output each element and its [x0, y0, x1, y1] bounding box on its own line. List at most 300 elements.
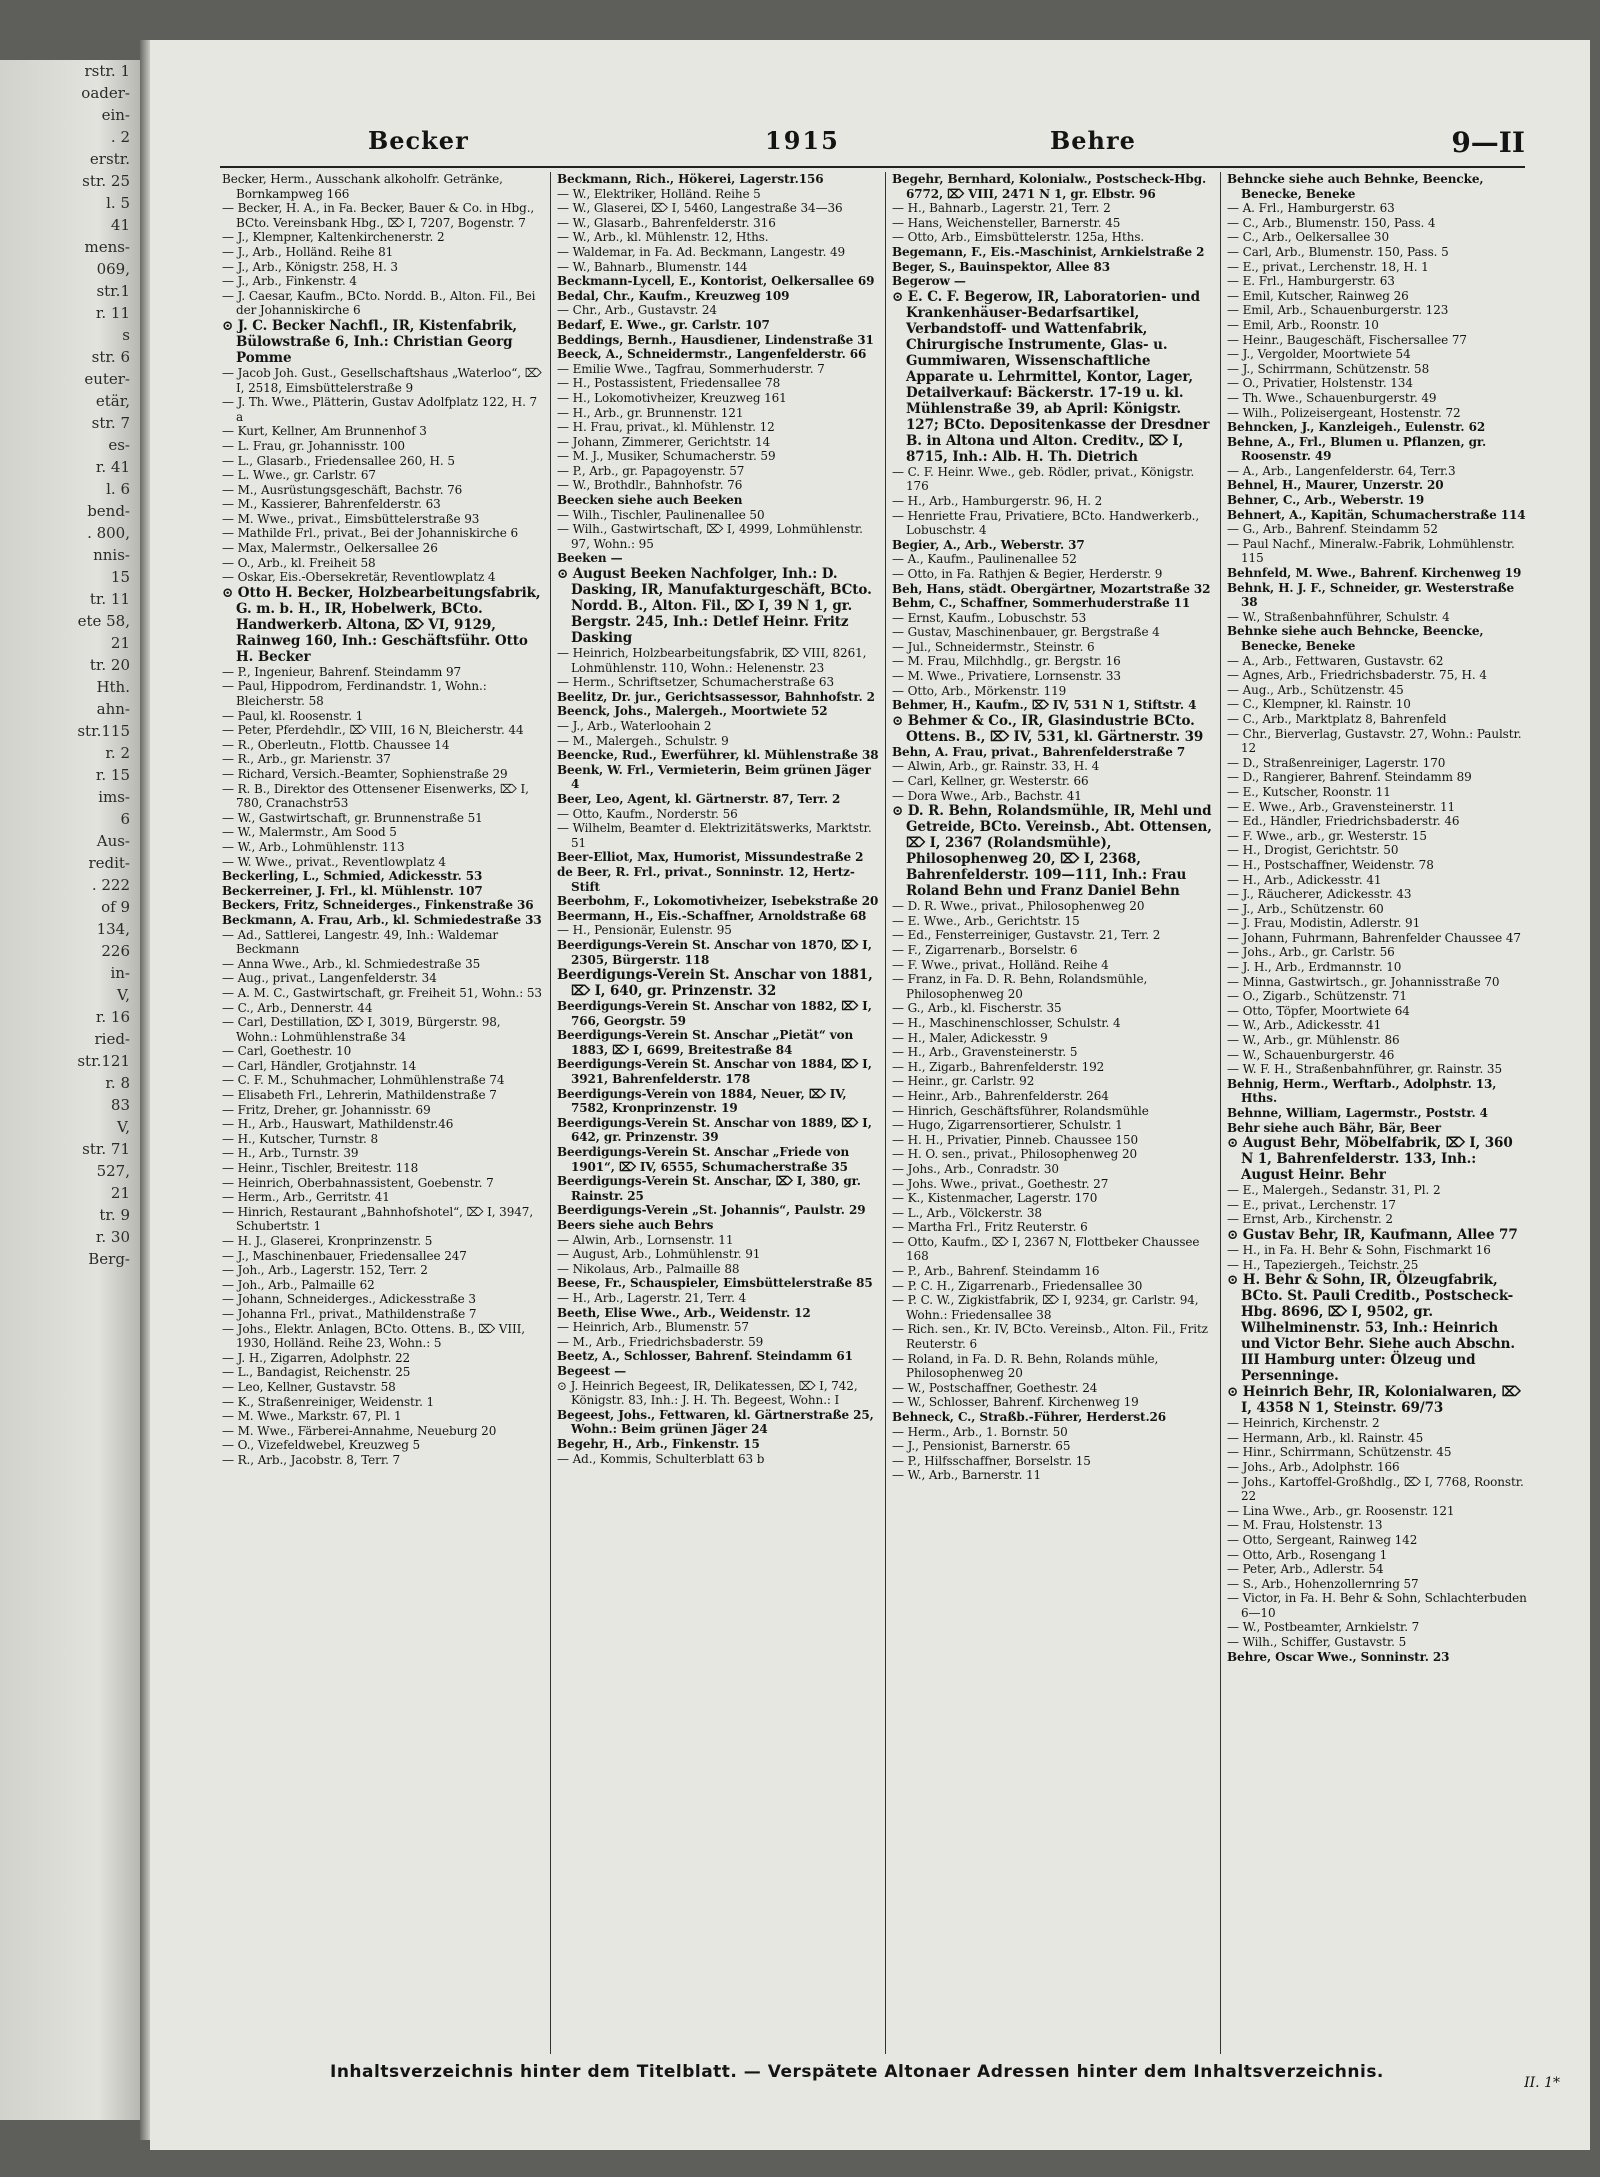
- directory-entry: — Carl, Goethestr. 10: [222, 1044, 352, 1059]
- directory-entry: — C., Klempner, kl. Rainstr. 10: [1227, 697, 1411, 712]
- directory-entry: — A., Arb., Langenfelderstr. 64, Terr.3: [1227, 463, 1456, 478]
- directory-entry: — W., Brothdlr., Bahnhofstr. 76: [557, 478, 743, 493]
- left-page-fragment: l. 5: [106, 194, 130, 212]
- directory-entry: — H. J., Glaserei, Kronprinzenstr. 5: [222, 1234, 433, 1248]
- directory-entry: — Johanna Frl., privat., Mathildenstraße 7: [222, 1306, 477, 1321]
- surname-entry: Beecken siehe auch Beeken: [557, 493, 743, 508]
- left-page-fragment: str. 7: [91, 414, 130, 432]
- surname-entry: Beer-Elliot, Max, Humorist, Missundestraße 2: [557, 850, 864, 865]
- directory-entry: — G., Arb., kl. Fischerstr. 35: [892, 1001, 1062, 1016]
- firm-entry: ⊙ August Behr, Möbelfabrik, ⌦ I, 360 N 1, Bahrenfelderstr. 133, Inh.: August Heinr. Behr: [1227, 1135, 1513, 1184]
- left-page-fragment: 527,: [96, 1162, 130, 1180]
- directory-entry: — W., Arb., Barnerstr. 11: [892, 1468, 1042, 1483]
- left-page-fragment: ried-: [94, 1030, 130, 1048]
- directory-entry: — Otto, Arb., Rosengang 1: [1227, 1547, 1388, 1562]
- directory-entry: — Otto, Kaufm., Norderstr. 56: [557, 806, 738, 821]
- directory-entry: — L., Bandagist, Reichenstr. 25: [222, 1365, 411, 1380]
- directory-entry: — R., Arb., Jacobstr. 8, Terr. 7: [222, 1452, 401, 1467]
- directory-entry: — M., Kassierer, Bahrenfelderstr. 63: [222, 497, 441, 512]
- directory-entry: — A., Arb., Fettwaren, Gustavstr. 62: [1227, 653, 1444, 668]
- directory-entry: — M. Wwe., privat., Eimsbüttelerstraße 93: [222, 511, 480, 526]
- directory-entry: — Hans, Weichensteller, Barnerstr. 45: [892, 215, 1121, 230]
- signature-mark: II. 1*: [1524, 2075, 1560, 2091]
- directory-entry: — L., Arb., Völckerstr. 38: [892, 1205, 1042, 1220]
- directory-entry: — H., Tapeziergeh., Teichstr. 25: [1227, 1257, 1419, 1272]
- directory-entry: — Roland, in Fa. D. R. Behn, Rolands mühle, Philosophenweg 20: [892, 1351, 1159, 1381]
- left-page-fragment: in-: [110, 964, 130, 982]
- surname-entry: Beeth, Elise Wwe., Arb., Weidenstr. 12: [557, 1305, 811, 1320]
- directory-entry: — H. Frau, privat., kl. Mühlenstr. 12: [557, 420, 775, 435]
- directory-entry: — Otto, Töpfer, Moortwiete 64: [1227, 1003, 1410, 1018]
- directory-entry: — D., Rangierer, Bahrenf. Steindamm 89: [1227, 770, 1472, 785]
- left-page-fragment: r. 11: [95, 304, 130, 322]
- directory-entry: — Wilhelm, Beamter d. Elektrizitätswerks, Marktstr. 51: [557, 821, 872, 850]
- left-page-margin: [0, 60, 140, 2120]
- footer-notice: Inhaltsverzeichnis hinter dem Titelblatt. — Verspätete Altonaer Adressen hinter dem Inhaltsverzeichnis.: [330, 2062, 1384, 2082]
- firm-entry: ⊙ E. C. F. Begerow, IR, Laboratorien- und Krankenhäuser-Bedarfsartikel, Verbandstoff- und Wattenfabrik, Chirurgische Instrumente, Glas- u. Gummiwaren, Wissenschaftliche Apparate u. Lehrmittel, Kontor, Lager, Detailverkauf: Bäckerstr. 17-19 u. kl. Mühlenstraße 39, ab April: Königstr. 127; BCto. Depositenkasse der Dresdner B. in Altona und Alton. Creditv., ⌦ I, 8715, Inh.: Alb. H. Th. Dietrich: [892, 288, 1210, 465]
- directory-entry: — H., Arb., Gravensteinerstr. 5: [892, 1045, 1078, 1060]
- directory-entry: — F. Wwe., privat., Holländ. Reihe 4: [892, 957, 1109, 972]
- surname-entry: Beerdigungs-Verein „St. Johannis“, Paulstr. 29: [557, 1203, 866, 1218]
- directory-entry: — Johs., Arb., Conradstr. 30: [892, 1161, 1059, 1176]
- left-page-fragment: nnis-: [93, 546, 130, 564]
- directory-entry: — J. Caesar, Kaufm., BCto. Nordd. B., Alton. Fil., Bei der Johanniskirche 6: [222, 288, 536, 318]
- directory-entry: — Ed., Händler, Friedrichsbaderstr. 46: [1227, 814, 1460, 829]
- directory-entry: — J., Arb., Schützenstr. 60: [1227, 901, 1384, 916]
- directory-entry: — F., Zigarrenarb., Borselstr. 6: [892, 943, 1078, 957]
- surname-entry: Beerbohm, F., Lokomotivheizer, Isebekstraße 20: [557, 894, 879, 909]
- directory-entry: — Leo, Kellner, Gustavstr. 58: [222, 1379, 396, 1394]
- header-year: 1915: [765, 126, 840, 155]
- directory-entry: — W., Bahnarb., Blumenstr. 144: [557, 259, 748, 274]
- surname-entry: Begier, A., Arb., Weberstr. 37: [892, 537, 1085, 552]
- directory-entry: — J., Arb., Holländ. Reihe 81: [222, 244, 394, 259]
- directory-entry: — H., Postschaffner, Weidenstr. 78: [1227, 857, 1434, 872]
- surname-entry: Beerdigungs-Verein St. Anschar von 1882, ⌦ I, 766, Georgstr. 59: [557, 999, 872, 1028]
- directory-entry: — H., Kutscher, Turnstr. 8: [222, 1131, 378, 1146]
- directory-entry: — P., Hilfsschaffner, Borselstr. 15: [892, 1453, 1091, 1468]
- directory-entry: — O., Arb., kl. Freiheit 58: [222, 555, 376, 570]
- directory-entry: — L. Wwe., gr. Carlstr. 67: [222, 468, 376, 483]
- surname-entry: Beerdigungs-Verein St. Anschar von 1889, ⌦ I, 642, gr. Prinzenstr. 39: [557, 1115, 872, 1145]
- directory-entry: — Ernst, Kaufm., Lobuschstr. 53: [892, 610, 1087, 625]
- directory-entry: — C., Arb., Oelkersallee 30: [1227, 230, 1390, 245]
- left-page-fragment: . 222: [91, 876, 130, 894]
- directory-entry: — H., Pensionär, Eulenstr. 95: [557, 923, 732, 938]
- directory-entry: — M., Arb., Friedrichsbaderstr. 59: [557, 1334, 764, 1349]
- surname-entry: Beenck, Johs., Malergeh., Moortwiete 52: [557, 704, 828, 719]
- surname-entry: Behnert, A., Kapitän, Schumacherstraße 114: [1227, 507, 1526, 522]
- left-page-fragment: str. 71: [82, 1140, 130, 1158]
- left-page-fragment: mens-: [84, 238, 130, 256]
- directory-page: [150, 40, 1590, 2150]
- directory-entry: — August, Arb., Lohmühlenstr. 91: [557, 1247, 761, 1262]
- directory-entry: — H., Lokomotivheizer, Kreuzweg 161: [557, 390, 787, 405]
- directory-entry: — Richard, Versich.-Beamter, Sophienstraße 29: [222, 767, 508, 781]
- directory-entry: — Hinrich, Geschäftsführer, Rolandsmühle: [892, 1103, 1149, 1118]
- firm-entry: ⊙ Otto H. Becker, Holzbearbeitungsfabrik, G. m. b. H., IR, Hobelwerk, BCto. Handwerkerb. Altona, ⌦ VI, 9129, Rainweg 160, Inh.: Geschäftsführ. Otto H. Becker: [222, 584, 541, 665]
- surname-entry: Beese, Fr., Schauspieler, Eimsbüttelerstraße 85: [557, 1276, 873, 1291]
- directory-entry: — J., Schirrmann, Schützenstr. 58: [1227, 361, 1430, 376]
- directory-entry: — J., Klempner, Kaltenkirchenerstr. 2: [222, 230, 445, 245]
- directory-entry: — Elisabeth Frl., Lehrerin, Mathildenstraße 7: [222, 1088, 497, 1103]
- surname-entry: Beddings, Bernh., Hausdiener, Lindenstraße 31: [557, 332, 874, 347]
- left-page-fragment: of 9: [101, 898, 130, 916]
- directory-entry: — J. Frau, Modistin, Adlerstr. 91: [1227, 916, 1421, 931]
- directory-entry: — W., Arb., kl. Mühlenstr. 12, Hths.: [557, 230, 769, 245]
- surname-entry: Beetz, A., Schlosser, Bahrenf. Steindamm 61: [557, 1349, 853, 1364]
- directory-entry: — Peter, Pferdehdlr., ⌦ VIII, 16 N, Bleicherstr. 44: [222, 723, 524, 738]
- directory-entry: — J., Räucherer, Adickesstr. 43: [1227, 887, 1412, 902]
- surname-entry: Beelitz, Dr. jur., Gerichtsassessor, Bahnhofstr. 2: [557, 689, 875, 704]
- directory-entry: — R. B., Direktor des Ottensener Eisenwerks, ⌦ I, 780, Cranachstr53: [222, 781, 529, 811]
- surname-entry: Begemann, F., Eis.-Maschinist, Arnkielstraße 2: [892, 244, 1205, 259]
- surname-entry: Beerdigungs-Verein St. Anschar, ⌦ I, 380, gr. Rainstr. 25: [557, 1174, 861, 1203]
- directory-entry: — Johann, Zimmerer, Gerichtstr. 14: [557, 434, 771, 449]
- directory-entry: — Aug., privat., Langenfelderstr. 34: [222, 971, 437, 986]
- directory-entry: — Otto, Arb., Mörkenstr. 119: [892, 683, 1067, 698]
- surname-entry: Behnel, H., Maurer, Unzerstr. 20: [1227, 478, 1444, 493]
- left-page-fragment: 21: [110, 634, 130, 652]
- directory-entry: — J., Pensionist, Barnerstr. 65: [892, 1439, 1071, 1454]
- directory-entry: — J. Th. Wwe., Plätterin, Gustav Adolfplatz 122, H. 7 a: [222, 395, 538, 424]
- directory-entry: — W., Arb., Lohmühlenstr. 113: [222, 839, 405, 854]
- directory-entry: — H., Zigarb., Bahrenfelderstr. 192: [892, 1059, 1105, 1074]
- directory-entry: — Otto, Sergeant, Rainweg 142: [1227, 1532, 1418, 1547]
- columns-container: [222, 172, 1527, 2054]
- directory-entry: — Carl, Destillation, ⌦ I, 3019, Bürgerstr. 98, Wohn.: Lohmühlenstraße 34: [222, 1015, 501, 1044]
- directory-entry: — Paul Nachf., Mineralw.-Fabrik, Lohmühlenstr. 115: [1227, 536, 1515, 566]
- directory-entry: — R., Arb., gr. Marienstr. 37: [222, 752, 391, 767]
- surname-entry: Behre, Oscar Wwe., Sonninstr. 23: [1227, 1649, 1450, 1664]
- directory-entry: — Th. Wwe., Schauenburgerstr. 49: [1227, 390, 1437, 405]
- directory-entry: — Chr., Arb., Gustavstr. 24: [557, 303, 717, 318]
- header-rule: [220, 166, 1525, 168]
- directory-entry: — Wilh., Polizeisergeant, Hostenstr. 72: [1227, 405, 1461, 420]
- left-page-fragment: r. 41: [95, 458, 130, 476]
- directory-entry: — W., Glaserei, ⌦ I, 5460, Langestraße 34—36: [557, 201, 843, 216]
- firm-entry: ⊙ J. C. Becker Nachfl., IR, Kistenfabrik, Bülowstraße 6, Inh.: Christian Georg Pomme: [222, 317, 518, 366]
- directory-entry: — Carl, Händler, Grotjahnstr. 14: [222, 1058, 417, 1073]
- directory-entry: — Hinrich, Restaurant „Bahnhofshotel“, ⌦ I, 3947, Schubertstr. 1: [222, 1204, 534, 1234]
- surname-entry: Beh, Hans, städt. Obergärtner, Mozartstraße 32: [892, 581, 1211, 596]
- directory-entry: — Heinr., gr. Carlstr. 92: [892, 1074, 1035, 1089]
- surname-entry: Behneck, C., Straßb.-Führer, Herderst.26: [892, 1410, 1167, 1424]
- directory-entry: — C., Arb., Marktplatz 8, Bahrenfeld: [1227, 711, 1447, 726]
- directory-entry: — Anna Wwe., Arb., kl. Schmiedestraße 35: [222, 956, 481, 971]
- directory-entry: — K., Kistenmacher, Lagerstr. 170: [892, 1191, 1098, 1206]
- directory-entry: — Johs. Wwe., privat., Goethestr. 27: [892, 1176, 1109, 1191]
- surname-entry: Behnk, H. J. F., Schneider, gr. Westerstraße 38: [1227, 580, 1515, 610]
- directory-entry: — Minna, Gastwirtsch., gr. Johannisstraße 70: [1227, 974, 1500, 989]
- left-page-fragment: str. 25: [82, 172, 130, 190]
- directory-entry: — H., Maler, Adickesstr. 9: [892, 1030, 1048, 1045]
- directory-entry: — O., Privatier, Holstenstr. 134: [1227, 376, 1413, 391]
- directory-entry: — O., Zigarb., Schützenstr. 71: [1227, 989, 1407, 1004]
- book-gutter: [140, 40, 150, 2140]
- directory-entry: — E. Wwe., Arb., Gravensteinerstr. 11: [1227, 799, 1456, 814]
- directory-entry: — J., Arb., Finkenstr. 4: [222, 274, 357, 289]
- surname-entry: Beermann, H., Eis.-Schaffner, Arnoldstraße 68: [557, 908, 867, 923]
- left-page-fragment: s: [122, 326, 130, 344]
- left-page-fragment: . 2: [110, 128, 130, 146]
- directory-entry: — J., Vergolder, Moortwiete 54: [1227, 347, 1411, 362]
- left-page-fragment: bend-: [87, 502, 130, 520]
- directory-entry: — H., Arb., gr. Brunnenstr. 121: [557, 405, 744, 420]
- directory-entry: — Emil, Arb., Roonstr. 10: [1227, 317, 1379, 332]
- left-page-fragment: str. 6: [91, 348, 130, 366]
- surname-entry: Beencke, Rud., Ewerführer, kl. Mühlenstraße 38: [557, 748, 879, 763]
- surname-entry: Beerdigungs-Verein St. Anschar von 1870, ⌦ I, 2305, Bürgerstr. 118: [557, 937, 872, 967]
- surname-entry: Begerow —: [892, 274, 966, 289]
- surname-entry: Beerdigungs-Verein St. Anschar „Friede von 1901“, ⌦ IV, 6555, Schumacherstraße 35: [557, 1145, 850, 1174]
- directory-entry: — Herm., Schriftsetzer, Schumacherstraße 63: [557, 675, 834, 690]
- directory-entry: — E., Malergeh., Sedanstr. 31, Pl. 2: [1227, 1183, 1441, 1198]
- directory-entry: — Gustav, Maschinenbauer, gr. Bergstraße 4: [892, 625, 1160, 640]
- directory-entry: — Oskar, Eis.-Obersekretär, Reventlowplatz 4: [222, 570, 496, 585]
- left-page-fragment: 069,: [96, 260, 130, 278]
- left-page-fragment: str.121: [77, 1052, 130, 1070]
- directory-entry: — Johs., Arb., gr. Carlstr. 56: [1227, 945, 1395, 960]
- directory-entry: — Heinrich, Kirchenstr. 2: [1227, 1416, 1380, 1431]
- directory-entry: — Agnes, Arb., Friedrichsbaderstr. 75, H. 4: [1227, 668, 1487, 683]
- directory-entry: — Wilh., Schiffer, Gustavstr. 5: [1227, 1635, 1407, 1650]
- directory-entry: — H., in Fa. H. Behr & Sohn, Fischmarkt 16: [1227, 1242, 1491, 1257]
- directory-entry: — Chr., Bierverlag, Gustavstr. 27, Wohn.: Paulstr. 12: [1227, 726, 1522, 756]
- left-page-fragment: es-: [108, 436, 130, 454]
- directory-entry: — E. Wwe., Arb., Gerichtstr. 15: [892, 913, 1080, 928]
- surname-entry: Beckmann, Rich., Hökerei, Lagerstr.156: [557, 172, 824, 186]
- surname-entry: Begehr, Bernhard, Kolonialw., Postscheck-Hbg. 6772, ⌦ VIII, 2471 N 1, gr. Elbstr. 96: [892, 172, 1207, 201]
- directory-entry: — Carl, Kellner, gr. Westerstr. 66: [892, 774, 1089, 789]
- directory-entry: — W., Gastwirtschaft, gr. Brunnenstraße 51: [222, 810, 483, 825]
- directory-entry: — P., Ingenieur, Bahrenf. Steindamm 97: [222, 664, 462, 679]
- directory-entry: — Kurt, Kellner, Am Brunnenhof 3: [222, 424, 427, 439]
- directory-entry: — C., Arb., Blumenstr. 150, Pass. 4: [1227, 215, 1436, 230]
- surname-entry: Behnne, William, Lagermstr., Poststr. 4: [1227, 1106, 1488, 1120]
- page-header: [220, 126, 1525, 170]
- surname-entry: Beerdigungs-Verein St. Anschar „Pietät“ von 1883, ⌦ I, 6699, Breitestraße 84: [557, 1028, 854, 1057]
- surname-entry: Beerdigungs-Verein von 1884, Neuer, ⌦ IV, 7582, Kronprinzenstr. 19: [557, 1086, 847, 1116]
- directory-entry: — Alwin, Arb., gr. Rainstr. 33, H. 4: [892, 759, 1100, 774]
- directory-entry: — H. H., Privatier, Pinneb. Chaussee 150: [892, 1132, 1139, 1147]
- left-page-fragment: oader-: [81, 84, 130, 102]
- surname-entry: Behncke siehe auch Behnke, Beencke, Benecke, Beneke: [1227, 172, 1484, 201]
- directory-entry: — E., privat., Lerchenstr. 18, H. 1: [1227, 259, 1429, 274]
- directory-entry: — P., Arb., gr. Papagoyenstr. 57: [557, 463, 745, 478]
- directory-entry: — Victor, in Fa. H. Behr & Sohn, Schlachterbuden 6—10: [1227, 1591, 1527, 1620]
- header-last-entry: Behre: [1050, 126, 1136, 155]
- left-page-fragment: ein-: [101, 106, 130, 124]
- surname-entry: Behr siehe auch Bähr, Bär, Beer: [1227, 1120, 1442, 1135]
- directory-entry: — Otto, in Fa. Rathjen & Begier, Herderstr. 9: [892, 566, 1163, 581]
- directory-entry: — Waldemar, in Fa. Ad. Beckmann, Langestr. 49: [557, 244, 846, 259]
- directory-entry: — Heinrich, Arb., Blumenstr. 57: [557, 1320, 749, 1335]
- surname-entry: Begeest, Johs., Fettwaren, kl. Gärtnerstraße 25, Wohn.: Beim grünen Jäger 24: [557, 1407, 874, 1437]
- directory-entry: — Johann, Fuhrmann, Bahrenfelder Chaussee 47: [1227, 930, 1521, 945]
- surname-entry: Begeest —: [557, 1363, 627, 1378]
- directory-entry: — J., Arb., Königstr. 258, H. 3: [222, 259, 398, 274]
- directory-entry: — K., Straßenreiniger, Weidenstr. 1: [222, 1394, 435, 1409]
- directory-entry: — W. Wwe., privat., Reventlowplatz 4: [222, 854, 446, 869]
- directory-entry: — Joh., Arb., Palmaille 62: [222, 1277, 375, 1292]
- left-page-fragment: Hth.: [96, 678, 130, 696]
- surname-entry: Bedal, Chr., Kaufm., Kreuzweg 109: [557, 288, 790, 303]
- directory-entry: — M. Frau, Milchhdlg., gr. Bergstr. 16: [892, 654, 1121, 669]
- column-1: [222, 172, 544, 2054]
- surname-entry: Behncken, J., Kanzleigeh., Eulenstr. 62: [1227, 420, 1486, 435]
- directory-entry: — W., Elektriker, Holländ. Reihe 5: [557, 186, 761, 201]
- directory-entry: — P., Arb., Bahrenf. Steindamm 16: [892, 1264, 1100, 1279]
- directory-entry: — Herm., Arb., Gerritstr. 41: [222, 1190, 390, 1205]
- directory-entry: — Fritz, Dreher, gr. Johannisstr. 69: [222, 1102, 431, 1117]
- directory-entry: — Peter, Arb., Adlerstr. 54: [1227, 1562, 1384, 1577]
- directory-entry: — Heinr., Tischler, Breitestr. 118: [222, 1161, 419, 1176]
- left-page-fragment: tr. 20: [89, 656, 130, 674]
- directory-entry: — M. Wwe., Färberei-Annahme, Neueburg 20: [222, 1423, 497, 1438]
- surname-entry: Bedarf, E. Wwe., gr. Carlstr. 107: [557, 317, 770, 332]
- column-divider: [550, 172, 551, 2054]
- directory-entry: — Jul., Schneidermstr., Steinstr. 6: [892, 639, 1095, 654]
- directory-entry: — H., Bahnarb., Lagerstr. 21, Terr. 2: [892, 201, 1111, 216]
- left-page-fragment: r. 2: [105, 744, 130, 762]
- left-page-fragment: 226: [101, 942, 130, 960]
- surname-entry: Behnke siehe auch Behncke, Beencke, Benecke, Beneke: [1227, 624, 1484, 653]
- directory-entry: — H., Arb., Lagerstr. 21, Terr. 4: [557, 1290, 747, 1305]
- directory-entry: — Becker, H. A., in Fa. Becker, Bauer & Co. in Hbg., BCto. Vereinsbank Hbg., ⌦ I, 7207, Bogenstr. 7: [222, 201, 535, 230]
- firm-entry: Beerdigungs-Verein St. Anschar von 1881, ⌦ I, 640, gr. Prinzenstr. 32: [557, 967, 873, 1000]
- left-page-fragment: r. 8: [105, 1074, 130, 1092]
- directory-entry: ⊙ J. Heinrich Begeest, IR, Delikatessen, ⌦ I, 742, Königstr. 83, Inh.: J. H. Th. Begeest, Wohn.: I: [557, 1378, 858, 1408]
- left-page-fragment: str.1: [96, 282, 130, 300]
- directory-entry: — W., Postbeamter, Arnkielstr. 7: [1227, 1620, 1420, 1635]
- left-page-fragment: 83: [110, 1096, 130, 1114]
- surname-entry: Beerdigungs-Verein St. Anschar von 1884, ⌦ I, 3921, Bahrenfelderstr. 178: [557, 1057, 872, 1087]
- directory-entry: — H., Drogist, Gerichtstr. 50: [1227, 843, 1399, 858]
- directory-entry: — H., Maschinenschlosser, Schulstr. 4: [892, 1015, 1121, 1030]
- directory-entry: — Otto, Arb., Eimsbüttelerstr. 125a, Hths.: [892, 230, 1145, 245]
- directory-entry: — M., Malergeh., Schulstr. 9: [557, 733, 729, 748]
- surname-entry: Beckmann-Lycell, E., Kontorist, Oelkersallee 69: [557, 274, 875, 289]
- left-page-fragment: redit-: [88, 854, 130, 872]
- left-page-fragment: Berg-: [88, 1250, 130, 1268]
- surname-entry: Behnig, Herm., Werftarb., Adolphstr. 13, Hths.: [1227, 1076, 1497, 1106]
- left-page-fragment: erstr.: [89, 150, 130, 168]
- column-2: [557, 172, 879, 2054]
- left-page-fragment: V,: [117, 986, 130, 1004]
- directory-entry: — J. H., Arb., Erdmannstr. 10: [1227, 960, 1402, 975]
- left-page-fragment: ahn-: [96, 700, 130, 718]
- column-divider: [1220, 172, 1221, 2054]
- column-divider: [885, 172, 886, 2054]
- directory-entry: — Carl, Arb., Blumenstr. 150, Pass. 5: [1227, 244, 1449, 259]
- directory-entry: — J., Maschinenbauer, Friedensallee 247: [222, 1248, 467, 1263]
- directory-entry: — H., Postassistent, Friedensallee 78: [557, 376, 781, 391]
- directory-entry: — Aug., Arb., Schützenstr. 45: [1227, 682, 1404, 697]
- directory-entry: — E., Kutscher, Roonstr. 11: [1227, 784, 1391, 799]
- directory-entry: — A., Kaufm., Paulinenallee 52: [892, 552, 1077, 567]
- left-page-fragment: 41: [110, 216, 130, 234]
- directory-entry: Becker, Herm., Ausschank alkoholfr. Getränke, Bornkampweg 166: [222, 172, 503, 201]
- directory-entry: — P. C. W., Zigkistfabrik, ⌦ I, 9234, gr. Carlstr. 94, Wohn.: Friedensallee 38: [892, 1293, 1199, 1322]
- directory-entry: — H., Arb., Turnstr. 39: [222, 1146, 359, 1161]
- directory-entry: — Emilie Wwe., Tagfrau, Sommerhuderstr. 7: [557, 361, 825, 376]
- firm-entry: ⊙ Gustav Behr, IR, Kaufmann, Allee 77: [1227, 1226, 1518, 1243]
- directory-entry: — C. F. Heinr. Wwe., geb. Rödler, privat., Königstr. 176: [892, 464, 1195, 494]
- surname-entry: Begehr, H., Arb., Finkenstr. 15: [557, 1436, 760, 1451]
- directory-entry: — Paul, Hippodrom, Ferdinandstr. 1, Wohn.: Bleicherstr. 58: [222, 679, 487, 709]
- left-page-fragment: ims-: [98, 788, 130, 806]
- firm-entry: ⊙ Heinrich Behr, IR, Kolonialwaren, ⌦ I, 4358 N 1, Steinstr. 69/73: [1227, 1384, 1521, 1417]
- directory-entry: — H., Arb., Adickesstr. 41: [1227, 872, 1382, 887]
- directory-entry: — Nikolaus, Arb., Palmaille 88: [557, 1261, 740, 1276]
- directory-entry: — A. Frl., Hamburgerstr. 63: [1227, 201, 1395, 216]
- directory-entry: — H., Arb., Hamburgerstr. 96, H. 2: [892, 493, 1103, 508]
- surname-entry: Behn, A. Frau, privat., Bahrenfelderstraße 7: [892, 744, 1186, 759]
- left-page-fragment: str.115: [77, 722, 130, 740]
- directory-entry: — W., Straßenbahnführer, Schulstr. 4: [1227, 609, 1450, 624]
- directory-entry: — Heinrich, Holzbearbeitungsfabrik, ⌦ VIII, 8261, Lohmühlenstr. 110, Wohn.: Helenenstr. 23: [557, 646, 867, 675]
- surname-entry: Behne, A., Frl., Blumen u. Pflanzen, gr. Roosenstr. 49: [1227, 434, 1487, 464]
- directory-entry: — F. Wwe., arb., gr. Westerstr. 15: [1227, 828, 1427, 843]
- directory-entry: — M. J., Musiker, Schumacherstr. 59: [557, 449, 776, 464]
- directory-entry: — R., Oberleutn., Flottb. Chaussee 14: [222, 737, 450, 752]
- left-page-fragment: l. 6: [106, 480, 130, 498]
- directory-entry: — Emil, Kutscher, Rainweg 26: [1227, 288, 1409, 303]
- left-page-fragment: V,: [117, 1118, 130, 1136]
- directory-entry: — D., Straßenreiniger, Lagerstr. 170: [1227, 755, 1446, 770]
- firm-entry: ⊙ D. R. Behn, Rolandsmühle, IR, Mehl und Getreide, BCto. Vereinsb., Abt. Ottensen, ⌦ I, 2367 (Rolandsmühle), Philosophenweg 20, ⌦ I, 2368, Bahrenfelderstr. 109—111, Inh.: Frau Roland Behn und Franz Daniel Behn: [892, 803, 1212, 900]
- directory-entry: — Hugo, Zigarrensortierer, Schulstr. 1: [892, 1118, 1123, 1133]
- directory-entry: — Wilh., Tischler, Paulinenallee 50: [557, 507, 765, 522]
- directory-entry: — Martha Frl., Fritz Reuterstr. 6: [892, 1220, 1088, 1235]
- directory-entry: — Max, Malermstr., Oelkersallee 26: [222, 541, 438, 556]
- surname-entry: Behmer, H., Kaufm., ⌦ IV, 531 N 1, Stiftstr. 4: [892, 698, 1197, 713]
- directory-entry: — M. Wwe., Privatiere, Lornsenstr. 33: [892, 669, 1121, 684]
- surname-entry: Beeck, A., Schneidermstr., Langenfelderstr. 66: [557, 347, 867, 362]
- directory-entry: — A. M. C., Gastwirtschaft, gr. Freiheit 51, Wohn.: 53: [222, 985, 542, 1000]
- left-page-fragment: r. 30: [95, 1228, 130, 1246]
- directory-entry: — Henriette Frau, Privatiere, BCto. Handwerkerb., Lobuschstr. 4: [892, 508, 1200, 538]
- directory-entry: — Paul, kl. Roosenstr. 1: [222, 708, 364, 723]
- left-page-fragment: r. 15: [95, 766, 130, 784]
- surname-entry: Beer, Leo, Agent, kl. Gärtnerstr. 87, Terr. 2: [557, 791, 841, 806]
- column-4: [1227, 172, 1527, 2054]
- directory-entry: — C. F. M., Schuhmacher, Lohmühlenstraße 74: [222, 1073, 505, 1088]
- directory-entry: — Heinrich, Oberbahnassistent, Goebenstr. 7: [222, 1175, 494, 1190]
- directory-entry: — Ad., Sattlerei, Langestr. 49, Inh.: Waldemar Beckmann: [222, 927, 499, 957]
- left-page-fragment: rstr. 1: [84, 62, 130, 80]
- header-first-entry: Becker: [368, 126, 469, 155]
- directory-entry: — Mathilde Frl., privat., Bei der Johanniskirche 6: [222, 526, 519, 541]
- directory-entry: — Hermann, Arb., kl. Rainstr. 45: [1227, 1430, 1424, 1445]
- surname-entry: Beckerreiner, J. Frl., kl. Mühlenstr. 107: [222, 883, 483, 898]
- directory-entry: — C., Arb., Dennerstr. 44: [222, 1000, 373, 1015]
- left-page-fragment: ete 58,: [77, 612, 130, 630]
- directory-entry: — Alwin, Arb., Lornsenstr. 11: [557, 1232, 734, 1247]
- directory-entry: — M. Frau, Holstenstr. 13: [1227, 1518, 1383, 1533]
- left-page-fragment: euter-: [84, 370, 130, 388]
- directory-entry: — W., Malermstr., Am Sood 5: [222, 825, 397, 840]
- directory-entry: — Herm., Arb., 1. Bornstr. 50: [892, 1424, 1068, 1439]
- directory-entry: — Johs., Kartoffel-Großhdlg., ⌦ I, 7768, Roonstr. 22: [1227, 1474, 1524, 1504]
- directory-entry: — P. C. H., Zigarrenarb., Friedensallee 30: [892, 1278, 1143, 1293]
- directory-entry: — M. Wwe., Markstr. 67, Pl. 1: [222, 1409, 402, 1424]
- directory-entry: — W., Schlosser, Bahrenf. Kirchenweg 19: [892, 1395, 1139, 1410]
- firm-entry: ⊙ August Beeken Nachfolger, Inh.: D. Dasking, IR, Manufakturgeschäft, BCto. Nordd. B., Alton. Fil., ⌦ I, 39 N 1, gr. Bergstr. 245, Inh.: Detlef Heinr. Fritz Dasking: [557, 566, 872, 647]
- directory-entry: — G., Arb., Bahrenf. Steindamm 52: [1227, 522, 1438, 537]
- directory-entry: — H., Arb., Hauswart, Mathildenstr.46: [222, 1117, 454, 1132]
